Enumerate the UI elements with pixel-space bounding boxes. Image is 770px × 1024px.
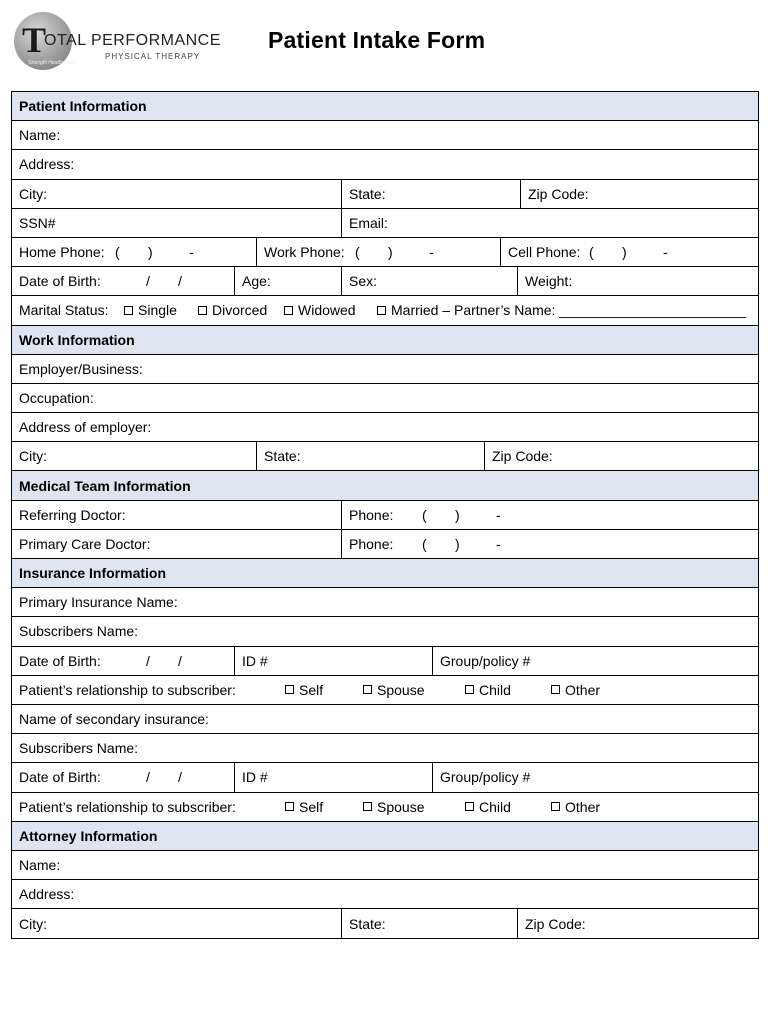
relationship-child-option[interactable] bbox=[465, 676, 511, 704]
marital-divorced-option[interactable] bbox=[198, 296, 267, 324]
attorney-city-row bbox=[12, 909, 758, 938]
attorney-zip-field[interactable]: Zip Code: bbox=[517, 909, 758, 938]
secondary-other-option[interactable] bbox=[551, 793, 600, 821]
employer-city-row bbox=[12, 442, 758, 471]
section-title: Insurance Information bbox=[19, 565, 167, 582]
secondary-subscribers-field[interactable]: Subscribers Name: bbox=[19, 740, 139, 757]
child-checkbox[interactable] bbox=[465, 802, 474, 811]
other-label: Other bbox=[565, 798, 601, 815]
child-label: Child bbox=[479, 681, 511, 698]
other-checkbox[interactable] bbox=[551, 685, 560, 694]
attorney-city-field[interactable]: City: bbox=[19, 915, 47, 932]
primary-care-dash: - bbox=[496, 535, 501, 552]
secondary-dob-slash-2: / bbox=[178, 769, 182, 786]
secondary-relationship-label: Patient’s relationship to subscriber: bbox=[19, 798, 236, 815]
referring-phone-paren-close: ) bbox=[455, 506, 460, 523]
referring-phone-field[interactable] bbox=[341, 501, 758, 529]
referring-doctor-row bbox=[12, 501, 758, 530]
married-label: Married – Partner’s Name: ________________________ bbox=[391, 302, 747, 319]
marital-widowed-option[interactable] bbox=[284, 296, 356, 324]
secondary-relationship-row bbox=[12, 793, 758, 822]
subscribers-name-field[interactable]: Subscribers Name: bbox=[19, 623, 139, 640]
primary-care-row bbox=[12, 530, 758, 559]
patient-ssn-row bbox=[12, 209, 758, 238]
employer-city-field[interactable]: City: bbox=[19, 448, 47, 465]
cell-phone-paren-open: ( bbox=[589, 244, 594, 261]
patient-ssn-field[interactable]: SSN# bbox=[19, 214, 56, 231]
referring-phone-label: Phone: bbox=[349, 506, 394, 523]
subscriber-dob-slash-2: / bbox=[178, 652, 182, 669]
section-title: Patient Information bbox=[19, 98, 147, 115]
patient-email-field[interactable]: Email: bbox=[341, 209, 758, 237]
section-work-information bbox=[12, 326, 758, 355]
primary-care-field[interactable]: Primary Care Doctor: bbox=[19, 535, 151, 552]
home-phone-paren-open: ( bbox=[115, 244, 120, 261]
home-phone-label: Home Phone: bbox=[19, 244, 105, 261]
home-phone-field[interactable] bbox=[12, 238, 256, 266]
page-title: Patient Intake Form bbox=[268, 27, 486, 53]
occupation-field[interactable]: Occupation: bbox=[19, 389, 94, 406]
subscribers-name-row bbox=[12, 617, 758, 646]
secondary-insurance-field[interactable]: Name of secondary insurance: bbox=[19, 711, 209, 728]
primary-care-phone-label: Phone: bbox=[349, 535, 394, 552]
relationship-label: Patient’s relationship to subscriber: bbox=[19, 681, 236, 698]
section-title: Work Information bbox=[19, 331, 135, 348]
relationship-self-option[interactable] bbox=[285, 676, 323, 704]
subscriber-dob-label: Date of Birth: bbox=[19, 652, 101, 669]
secondary-id-field[interactable]: ID # bbox=[234, 763, 432, 791]
marital-status-row bbox=[12, 296, 758, 325]
employer-address-row bbox=[12, 413, 758, 442]
company-logo bbox=[14, 12, 221, 74]
dob-slash-1: / bbox=[146, 273, 150, 290]
secondary-child-option[interactable] bbox=[465, 793, 511, 821]
secondary-dob-field[interactable] bbox=[12, 763, 234, 791]
logo-tagline: Strength Health Ability bbox=[28, 60, 78, 66]
patient-dob-field[interactable] bbox=[12, 267, 234, 295]
secondary-dob-slash-1: / bbox=[146, 769, 150, 786]
logo-letter: T bbox=[22, 20, 47, 60]
work-phone-label: Work Phone: bbox=[264, 244, 345, 261]
patient-state-field[interactable]: State: bbox=[341, 180, 520, 208]
occupation-row bbox=[12, 384, 758, 413]
other-label: Other bbox=[565, 681, 601, 698]
cell-phone-paren-close: ) bbox=[622, 244, 627, 261]
marital-married-option[interactable] bbox=[377, 296, 746, 324]
relationship-other-option[interactable] bbox=[551, 676, 600, 704]
work-phone-field[interactable] bbox=[256, 238, 500, 266]
referring-phone-paren-open: ( bbox=[422, 506, 427, 523]
secondary-spouse-option[interactable] bbox=[363, 793, 424, 821]
divorced-label: Divorced bbox=[212, 302, 268, 319]
patient-address-row bbox=[12, 150, 758, 179]
subscriber-dob-row bbox=[12, 647, 758, 676]
primary-care-phone-field[interactable] bbox=[341, 530, 758, 558]
referring-phone-dash: - bbox=[496, 506, 501, 523]
employer-zip-field[interactable]: Zip Code: bbox=[484, 442, 758, 470]
secondary-subscribers-row bbox=[12, 734, 758, 763]
marital-status-label: Marital Status: bbox=[19, 302, 109, 319]
secondary-dob-label: Date of Birth: bbox=[19, 769, 101, 786]
secondary-dob-row bbox=[12, 763, 758, 792]
relationship-spouse-option[interactable] bbox=[363, 676, 424, 704]
patient-sex-field[interactable]: Sex: bbox=[341, 267, 517, 295]
attorney-state-field[interactable]: State: bbox=[341, 909, 517, 938]
intake-form bbox=[11, 91, 759, 939]
married-checkbox[interactable] bbox=[377, 306, 386, 315]
self-checkbox[interactable] bbox=[285, 685, 294, 694]
patient-city-field[interactable]: City: bbox=[19, 185, 47, 202]
section-title: Attorney Information bbox=[19, 827, 158, 844]
work-phone-paren-open: ( bbox=[355, 244, 360, 261]
primary-care-paren-close: ) bbox=[455, 535, 460, 552]
spouse-checkbox[interactable] bbox=[363, 685, 372, 694]
widowed-checkbox[interactable] bbox=[284, 306, 293, 315]
patient-weight-field[interactable]: Weight: bbox=[517, 267, 758, 295]
group-policy-field[interactable]: Group/policy # bbox=[432, 647, 758, 675]
section-medical-team bbox=[12, 471, 758, 500]
dob-slash-2: / bbox=[178, 273, 182, 290]
work-phone-dash: - bbox=[429, 244, 434, 261]
self-checkbox[interactable] bbox=[285, 802, 294, 811]
page-header bbox=[0, 0, 770, 90]
child-checkbox[interactable] bbox=[465, 685, 474, 694]
cell-phone-dash: - bbox=[663, 244, 668, 261]
marital-single-option[interactable] bbox=[124, 296, 177, 324]
home-phone-dash: - bbox=[189, 244, 194, 261]
employer-row bbox=[12, 355, 758, 384]
patient-dob-row bbox=[12, 267, 758, 296]
subscriber-id-field[interactable]: ID # bbox=[234, 647, 432, 675]
patient-city-row bbox=[12, 180, 758, 209]
secondary-group-policy-field[interactable]: Group/policy # bbox=[432, 763, 758, 791]
patient-phone-row bbox=[12, 238, 758, 267]
single-label: Single bbox=[138, 302, 177, 319]
self-label: Self bbox=[299, 798, 324, 815]
attorney-address-row bbox=[12, 880, 758, 909]
secondary-self-option[interactable] bbox=[285, 793, 323, 821]
primary-care-paren-open: ( bbox=[422, 535, 427, 552]
patient-name-field[interactable]: Name: bbox=[19, 127, 61, 144]
patient-dob-label: Date of Birth: bbox=[19, 273, 101, 290]
subscriber-dob-field[interactable] bbox=[12, 647, 234, 675]
cell-phone-label: Cell Phone: bbox=[508, 244, 581, 261]
divorced-checkbox[interactable] bbox=[198, 306, 207, 315]
patient-address-field[interactable]: Address: bbox=[19, 156, 75, 173]
patient-name-row bbox=[12, 121, 758, 150]
employer-state-field[interactable]: State: bbox=[256, 442, 484, 470]
attorney-name-field[interactable]: Name: bbox=[19, 856, 61, 873]
child-label: Child bbox=[479, 798, 511, 815]
spouse-checkbox[interactable] bbox=[363, 802, 372, 811]
spouse-label: Spouse bbox=[377, 798, 425, 815]
employer-address-field[interactable]: Address of employer: bbox=[19, 419, 152, 436]
patient-zip-field[interactable]: Zip Code: bbox=[520, 180, 758, 208]
self-label: Self bbox=[299, 681, 324, 698]
attorney-name-row bbox=[12, 851, 758, 880]
section-patient-information bbox=[12, 92, 758, 121]
employer-field[interactable]: Employer/Business: bbox=[19, 360, 143, 377]
section-title: Medical Team Information bbox=[19, 477, 191, 494]
primary-insurance-row bbox=[12, 588, 758, 617]
home-phone-paren-close: ) bbox=[148, 244, 153, 261]
relationship-row bbox=[12, 676, 758, 705]
primary-insurance-field[interactable]: Primary Insurance Name: bbox=[19, 594, 178, 611]
section-insurance bbox=[12, 559, 758, 588]
spouse-label: Spouse bbox=[377, 681, 425, 698]
other-checkbox[interactable] bbox=[551, 802, 560, 811]
widowed-label: Widowed bbox=[298, 302, 356, 319]
single-checkbox[interactable] bbox=[124, 306, 133, 315]
subscriber-dob-slash-1: / bbox=[146, 652, 150, 669]
patient-age-field[interactable]: Age: bbox=[234, 267, 341, 295]
work-phone-paren-close: ) bbox=[388, 244, 393, 261]
attorney-address-field[interactable]: Address: bbox=[19, 886, 75, 903]
logo-wordmark: OTAL PERFORMANCE bbox=[44, 32, 221, 49]
cell-phone-field[interactable] bbox=[500, 238, 758, 266]
logo-subtitle: PHYSICAL THERAPY bbox=[105, 52, 201, 61]
section-attorney bbox=[12, 822, 758, 851]
secondary-insurance-row bbox=[12, 705, 758, 734]
referring-doctor-field[interactable]: Referring Doctor: bbox=[19, 506, 126, 523]
